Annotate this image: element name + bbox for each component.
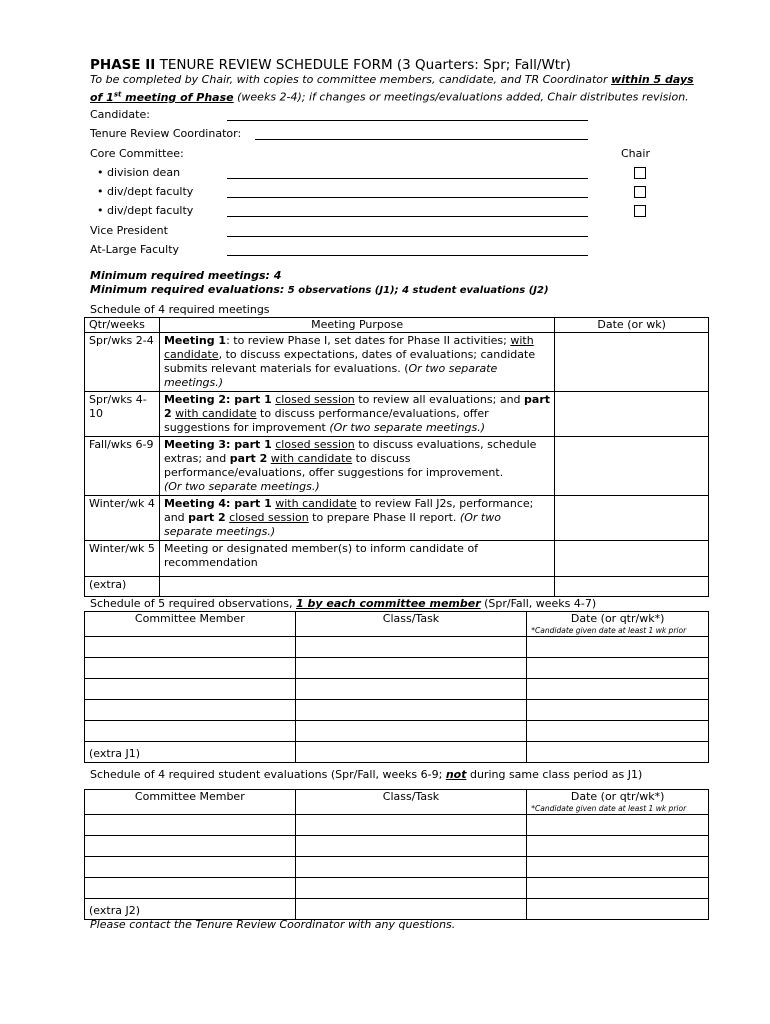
candidate-label: Candidate: <box>90 108 150 121</box>
evaluation-cell[interactable] <box>295 815 527 836</box>
meeting-purpose: Meeting 4: part 1 with candidate to review Fall J2s, performance; and part 2 closed session to prepare Phase II report. (Or two separate meetings.) <box>159 496 554 541</box>
observations-caption: Schedule of 5 required observations, 1 by each committee member (Spr/Fall, weeks 4-7) <box>90 597 597 610</box>
faculty-2-line[interactable] <box>227 216 588 217</box>
observation-cell[interactable] <box>295 658 527 679</box>
evaluation-row <box>85 899 709 920</box>
observation-cell[interactable] <box>85 721 296 742</box>
meeting-date-cell[interactable] <box>555 392 709 437</box>
observation-row <box>85 658 709 679</box>
meeting-row <box>85 392 709 437</box>
faculty-1-label: • div/dept faculty <box>97 185 194 198</box>
min-evaluations: Minimum required evaluations: 5 observations (J1); 4 student evaluations (J2) <box>90 283 549 296</box>
meeting-purpose: Meeting or designated member(s) to inform candidate of recommendation <box>159 541 554 577</box>
meeting-date-cell[interactable] <box>555 333 709 392</box>
col-header-qtr: Qtr/weeks <box>85 318 160 333</box>
observation-cell[interactable] <box>527 742 709 763</box>
evaluation-row <box>85 815 709 836</box>
eval-header-class: Class/Task <box>295 790 527 815</box>
at-large-line[interactable] <box>227 255 588 256</box>
observation-cell[interactable] <box>295 742 527 763</box>
evaluation-cell[interactable] <box>85 836 296 857</box>
evaluation-cell[interactable] <box>295 857 527 878</box>
observation-cell[interactable] <box>295 700 527 721</box>
meeting-row <box>85 541 709 577</box>
evaluation-row <box>85 857 709 878</box>
meeting-row <box>85 496 709 541</box>
core-committee-label: Core Committee: <box>90 147 184 160</box>
meeting-row <box>85 577 709 597</box>
meeting-qtr: Spr/wks 2-4 <box>85 333 160 392</box>
observation-cell[interactable] <box>85 679 296 700</box>
division-dean-line[interactable] <box>227 178 588 179</box>
meeting-purpose <box>159 577 554 597</box>
form-header <box>90 57 730 105</box>
evaluations-table <box>84 789 709 920</box>
chair-label: Chair <box>621 147 650 160</box>
candidate-line[interactable] <box>227 120 588 121</box>
evaluation-row <box>85 878 709 899</box>
eval-header-date: Date (or qtr/wk*) *Candidate given date at least 1 wk prior <box>527 790 709 815</box>
meeting-qtr: Winter/wk 4 <box>85 496 160 541</box>
observation-cell[interactable] <box>527 700 709 721</box>
evaluation-cell[interactable] <box>527 878 709 899</box>
meeting-qtr: (extra) <box>85 577 160 597</box>
meeting-qtr: Winter/wk 5 <box>85 541 160 577</box>
observation-cell[interactable] <box>295 637 527 658</box>
meeting-date-cell[interactable] <box>555 437 709 496</box>
meeting-date-cell[interactable] <box>555 577 709 597</box>
meetings-caption: Schedule of 4 required meetings <box>90 303 270 316</box>
meeting-row <box>85 437 709 496</box>
meeting-purpose: Meeting 2: part 1 closed session to review all evaluations; and part 2 with candidate to discuss performance/evaluations, offer suggestions for improvement (Or two separate meetings.) <box>159 392 554 437</box>
evaluations-caption: Schedule of 4 required student evaluations (Spr/Fall, weeks 6-9; not during same class period as J1) <box>90 768 643 781</box>
observation-cell[interactable] <box>527 721 709 742</box>
eval-header-member: Committee Member <box>85 790 296 815</box>
evaluation-cell[interactable] <box>295 836 527 857</box>
obs-header-date: Date (or qtr/wk*) *Candidate given date at least 1 wk prior <box>527 612 709 637</box>
meeting-date-cell[interactable] <box>555 541 709 577</box>
observation-row <box>85 742 709 763</box>
meeting-purpose: Meeting 1: to review Phase I, set dates for Phase II activities; with candidate, to discuss expectations, dates of evaluations; candidate submits relevant materials for evaluations. (Or two separate meetings.) <box>159 333 554 392</box>
observation-cell[interactable] <box>295 721 527 742</box>
observation-row <box>85 637 709 658</box>
chair-checkbox-faculty-1[interactable] <box>634 186 646 198</box>
coordinator-label: Tenure Review Coordinator: <box>90 127 242 140</box>
observation-cell[interactable] <box>527 658 709 679</box>
faculty-1-line[interactable] <box>227 197 588 198</box>
obs-header-class: Class/Task <box>295 612 527 637</box>
observation-cell[interactable] <box>527 679 709 700</box>
observation-cell[interactable] <box>295 679 527 700</box>
evaluation-row <box>85 836 709 857</box>
evaluation-cell[interactable] <box>85 815 296 836</box>
observation-cell[interactable] <box>85 637 296 658</box>
observation-row <box>85 679 709 700</box>
observation-cell[interactable] <box>85 658 296 679</box>
observation-cell[interactable]: (extra J1) <box>85 742 296 763</box>
meeting-row <box>85 333 709 392</box>
evaluation-cell[interactable] <box>527 857 709 878</box>
form-instructions: To be completed by Chair, with copies to committee members, candidate, and TR Coordinator within 5 days of 1st meeting of Phase (weeks 2-4); if changes or meetings/evaluations added, Chair distributes revision. <box>90 73 694 104</box>
evaluation-cell[interactable] <box>527 836 709 857</box>
chair-checkbox-faculty-2[interactable] <box>634 205 646 217</box>
evaluation-cell[interactable] <box>85 878 296 899</box>
vice-president-line[interactable] <box>227 236 588 237</box>
form-title: PHASE II TENURE REVIEW SCHEDULE FORM (3 Quarters: Spr; Fall/Wtr) <box>90 57 571 73</box>
at-large-label: At-Large Faculty <box>90 243 180 256</box>
chair-checkbox-dean[interactable] <box>634 167 646 179</box>
evaluation-cell[interactable] <box>527 815 709 836</box>
faculty-2-label: • div/dept faculty <box>97 204 194 217</box>
meeting-date-cell[interactable] <box>555 496 709 541</box>
observation-row <box>85 700 709 721</box>
obs-header-member: Committee Member <box>85 612 296 637</box>
evaluation-cell[interactable] <box>295 899 527 920</box>
meeting-qtr: Fall/wks 6-9 <box>85 437 160 496</box>
evaluation-cell[interactable] <box>527 899 709 920</box>
observation-row <box>85 721 709 742</box>
vice-president-label: Vice President <box>90 224 168 237</box>
meeting-purpose: Meeting 3: part 1 closed session to discuss evaluations, schedule extras; and part 2 with candidate to discuss performance/evaluations, offer suggestions for improvement. (Or two separate meetings.) <box>159 437 554 496</box>
evaluation-cell[interactable] <box>295 878 527 899</box>
evaluation-cell[interactable]: (extra J2) <box>85 899 296 920</box>
observation-cell[interactable] <box>85 700 296 721</box>
footer-note: Please contact the Tenure Review Coordinator with any questions. <box>90 918 456 931</box>
evaluation-cell[interactable] <box>85 857 296 878</box>
division-dean-label: • division dean <box>97 166 181 179</box>
coordinator-line[interactable] <box>255 139 588 140</box>
meeting-qtr: Spr/wks 4-10 <box>85 392 160 437</box>
observations-table <box>84 611 709 763</box>
meetings-table <box>84 317 709 597</box>
col-header-date: Date (or wk) <box>555 318 709 333</box>
observation-cell[interactable] <box>527 637 709 658</box>
col-header-purpose: Meeting Purpose <box>159 318 554 333</box>
min-meetings: Minimum required meetings: 4 <box>90 269 282 282</box>
